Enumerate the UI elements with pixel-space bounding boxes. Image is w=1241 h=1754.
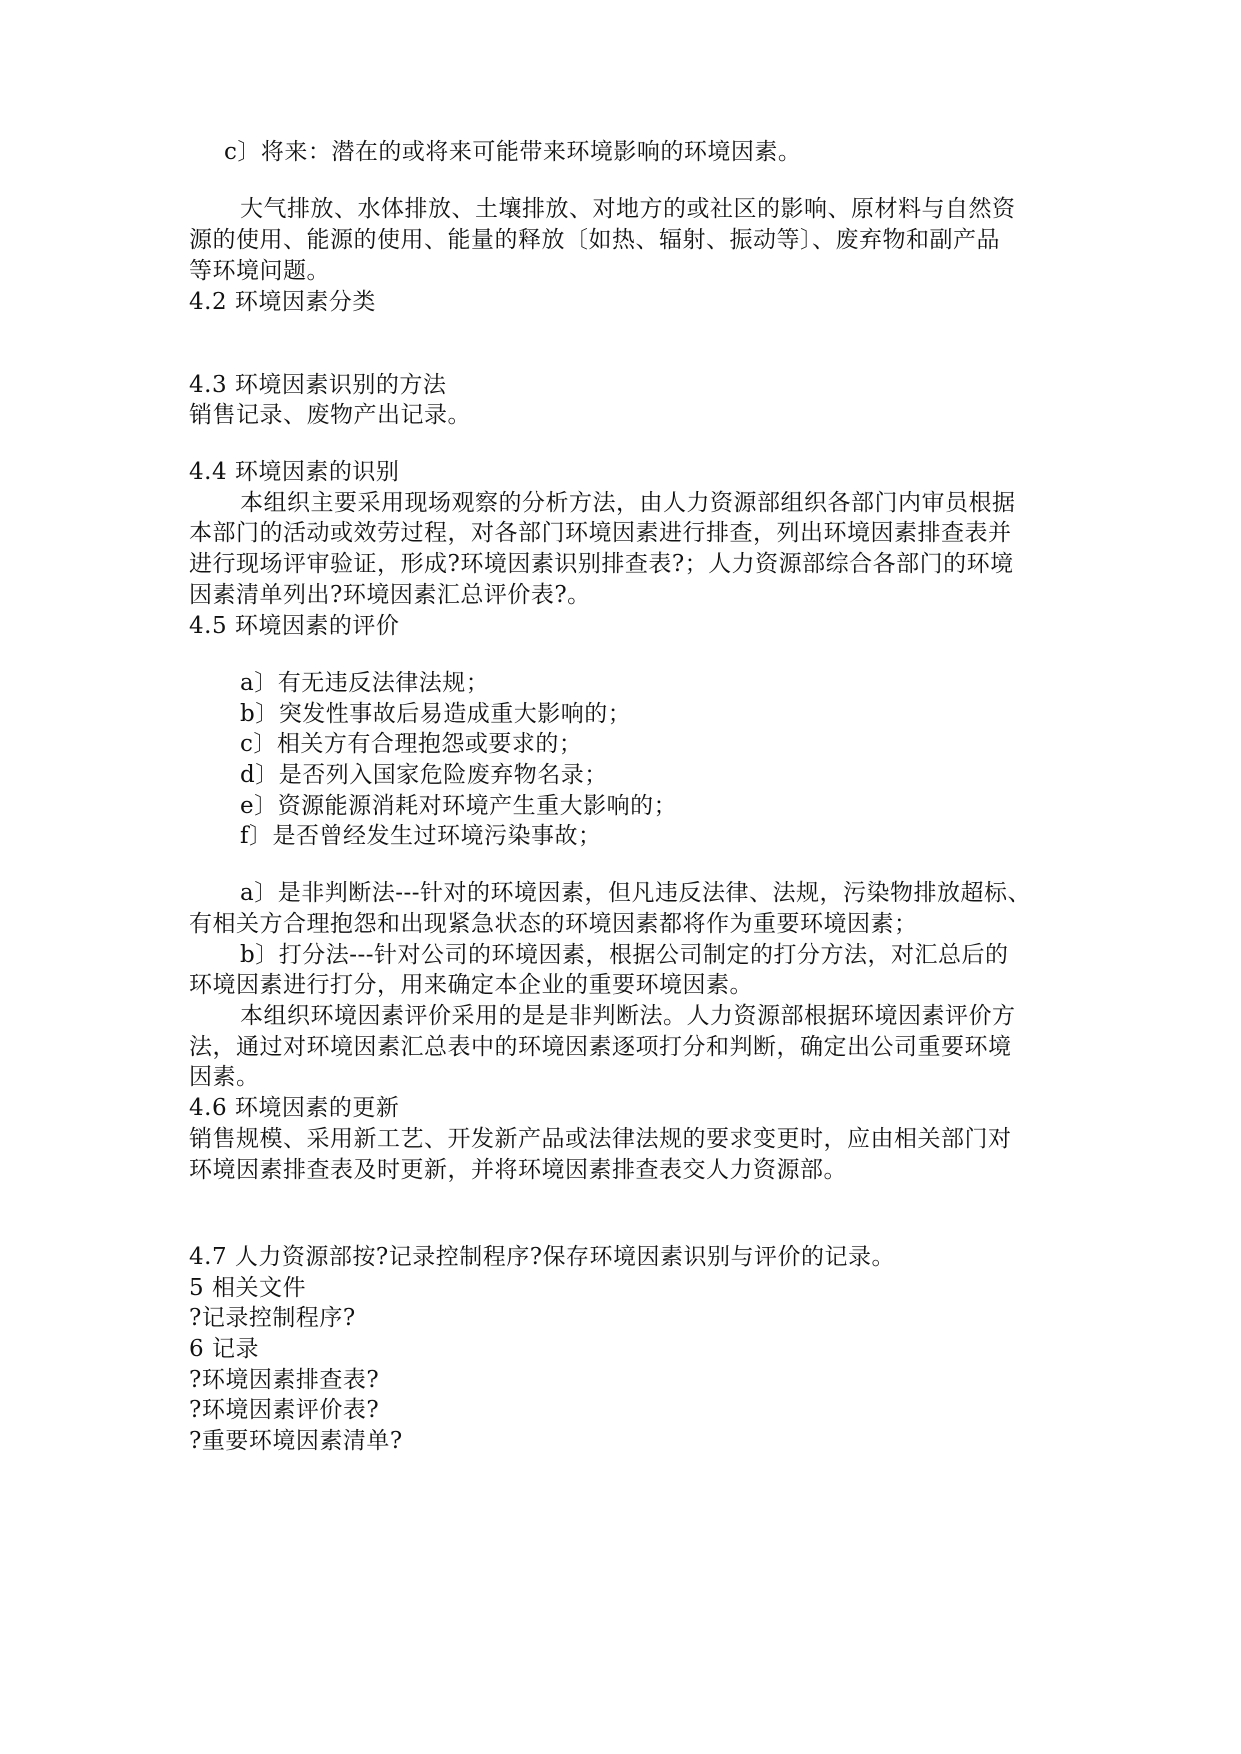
paragraph-line: 环境因素排查表及时更新，并将环境因素排查表交人力资源部。 [189,1157,847,1183]
list-item: b〕突发性事故后易造成重大影响的； [240,701,632,727]
document-reference: ?环境因素排查表? [189,1367,380,1393]
section-heading: 4.2 环境因素分类 [189,289,376,315]
paragraph-line: 环境因素进行打分，用来确定本企业的重要环境因素。 [189,972,753,998]
section-heading: 5 相关文件 [189,1275,306,1301]
section-heading: 4.4 环境因素的识别 [189,459,400,485]
section-heading: 4.5 环境因素的评价 [189,613,400,639]
paragraph-line: b〕打分法---针对公司的环境因素，根据公司制定的打分方法，对汇总后的 [240,942,1009,968]
paragraph-line: 大气排放、水体排放、土壤排放、对地方的或社区的影响、原材料与自然资 [240,196,1016,222]
document-reference: ?重要环境因素清单? [189,1428,403,1454]
list-item: f〕是否曾经发生过环境污染事故； [240,823,602,849]
document-reference: ?环境因素评价表? [189,1397,380,1423]
section-heading: 4.6 环境因素的更新 [189,1095,400,1121]
paragraph-line: c〕将来：潜在的或将来可能带来环境影响的环境因素。 [224,139,802,165]
paragraph-line: 法，通过对环境因素汇总表中的环境因素逐项打分和判断，确定出公司重要环境 [189,1034,1012,1060]
list-item: d〕是否列入国家危险废弃物名录； [240,762,608,788]
list-item: e〕资源能源消耗对环境产生重大影响的； [240,793,678,819]
paragraph-line: 本组织主要采用现场观察的分析方法，由人力资源部组织各部门内审员根据 [240,490,1016,516]
document-reference: ?记录控制程序? [189,1305,356,1331]
paragraph-line: 有相关方合理抱怨和出现紧急状态的环境因素都将作为重要环境因素； [189,911,918,937]
paragraph-line: a〕是非判断法---针对的环境因素，但凡违反法律、法规，污染物排放超标、 [240,880,1032,906]
list-item: a〕有无违反法律法规； [240,670,490,696]
section-heading: 6 记录 [189,1336,259,1362]
paragraph-line: 等环境问题。 [189,258,330,284]
paragraph-line: 进行现场评审验证，形成?环境因素识别排查表?；人力资源部综合各部门的环境 [189,551,1014,577]
list-item: c〕相关方有合理抱怨或要求的； [240,731,583,757]
paragraph-line: 本组织环境因素评价采用的是是非判断法。人力资源部根据环境因素评价方 [240,1003,1016,1029]
paragraph-line: 因素。 [189,1064,260,1090]
section-heading: 4.3 环境因素识别的方法 [189,372,447,398]
paragraph-line: 销售记录、废物产出记录。 [189,402,471,428]
paragraph-line: 销售规模、采用新工艺、开发新产品或法律法规的要求变更时，应由相关部门对 [189,1126,1012,1152]
section-heading: 4.7 人力资源部按?记录控制程序?保存环境因素识别与评价的记录。 [189,1244,896,1270]
paragraph-line: 因素清单列出?环境因素汇总评价表?。 [189,582,591,608]
paragraph-line: 源的使用、能源的使用、能量的释放〔如热、辐射、振动等〕、废弃物和副产品 [189,227,1000,253]
paragraph-line: 本部门的活动或效劳过程，对各部门环境因素进行排查，列出环境因素排查表并 [189,520,1012,546]
